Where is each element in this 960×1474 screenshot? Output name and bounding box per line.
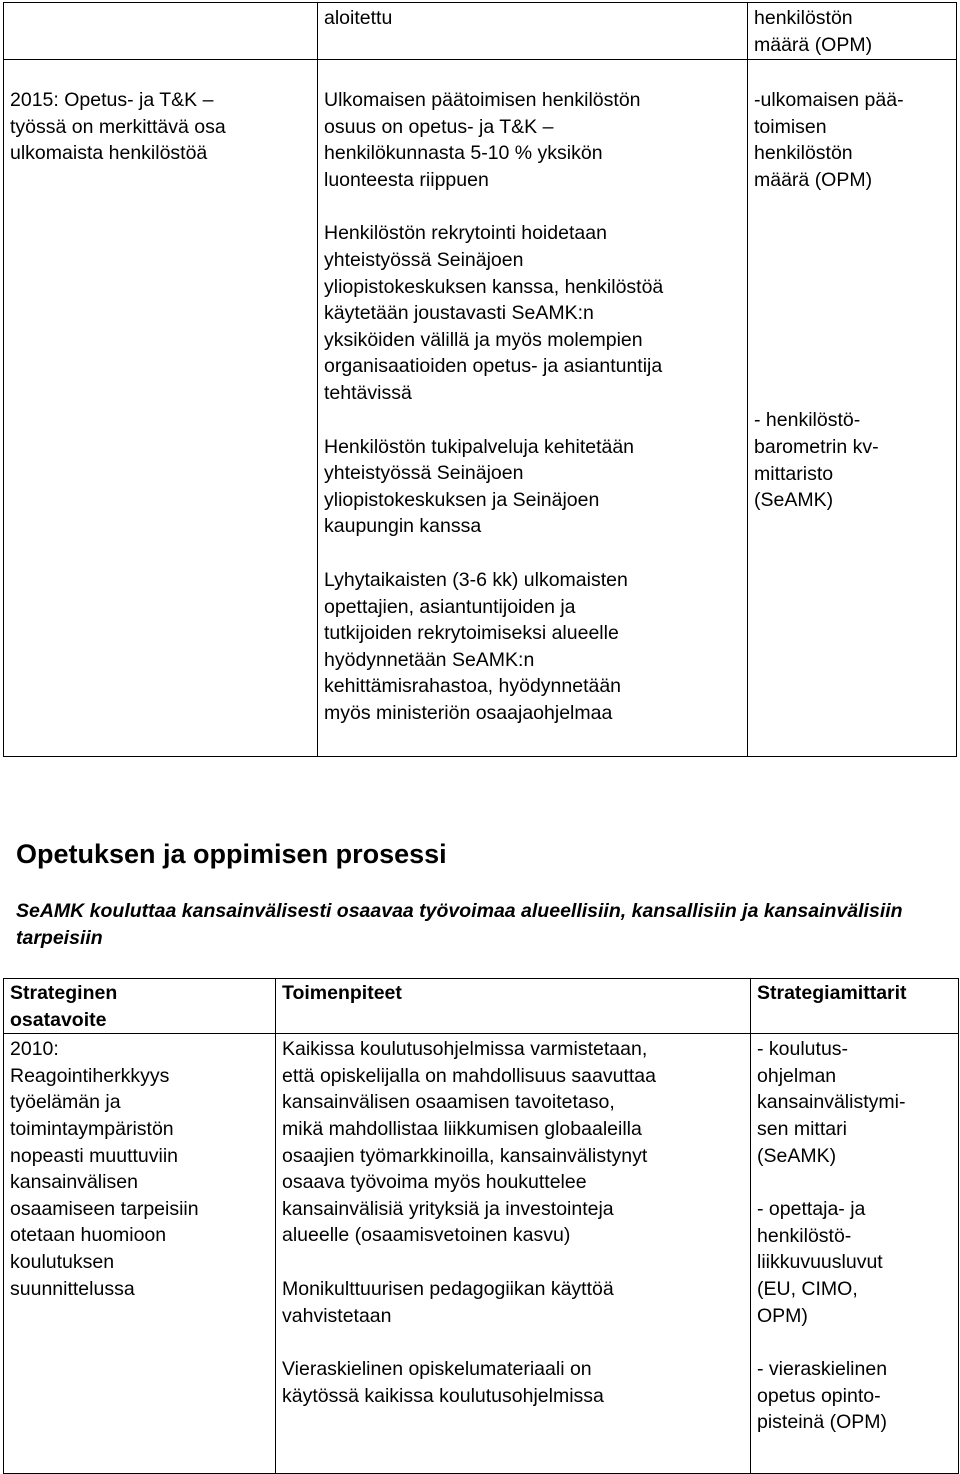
table-header-row xyxy=(4,979,959,1034)
metric-text: - vieraskielinen opetus opinto- pisteinä (OPM) xyxy=(757,1358,888,1434)
column-header: Strategiamittarit xyxy=(757,982,907,1004)
strategic-goal-text: 2015: Opetus- ja T&K – työssä on merkittävä osa ulkomaista henkilöstöä xyxy=(10,89,226,165)
action-text: Henkilöstön rekrytointi hoidetaan yhteistyössä Seinäjoen yliopistokeskuksen kanssa, henkilöstöä käytetään joustavasti SeAMK:n yksiköiden välillä ja myös molempien organisaatioiden opetus- ja asiantuntija tehtävissä xyxy=(324,222,664,404)
goal-cell xyxy=(4,1034,276,1474)
lower-strategy-table xyxy=(3,978,959,1474)
column-header: Toimenpiteet xyxy=(282,982,402,1004)
metric-text: - henkilöstö- barometrin kv- mittaristo (SeAMK) xyxy=(754,409,879,512)
metrics-cell xyxy=(748,60,957,757)
table-row xyxy=(4,3,957,60)
section-subtitle: SeAMK kouluttaa kansainvälisesti osaavaa työvoimaa alueellisiin, kansallisiin ja kansainvälisiin tarpeisiin xyxy=(16,900,903,949)
header-status-text: aloitettu xyxy=(324,7,393,29)
upper-strategy-table xyxy=(3,2,957,757)
column-header: Strateginen osatavoite xyxy=(10,982,118,1031)
action-text: Vieraskielinen opiskelumateriaali on käytössä kaikissa koulutusohjelmissa xyxy=(282,1358,604,1407)
metric-text: - koulutus- ohjelman kansainvälistymi- sen mittari (SeAMK) xyxy=(757,1038,906,1167)
action-text: Ulkomaisen päätoimisen henkilöstön osuus on opetus- ja T&K – henkilökunnasta 5-10 % yksikön luonteesta riippuen xyxy=(324,89,641,191)
table-row xyxy=(4,60,957,757)
header-metric-text: henkilöstön määrä (OPM) xyxy=(754,7,873,56)
metrics-cell xyxy=(751,1034,959,1474)
strategic-goal-text: 2010: Reagointiherkkyys työelämän ja toimintaympäristön nopeasti muuttuviin kansainvälisen osaamiseen tarpeisiin otetaan huomioon koulutuksen suunnittelussa xyxy=(10,1038,199,1300)
metric-text: -ulkomaisen pää- toimisen henkilöstön määrä (OPM) xyxy=(754,89,904,191)
table-header-cell xyxy=(751,979,959,1034)
table-header-cell xyxy=(4,979,276,1034)
actions-cell xyxy=(318,60,748,757)
action-text: Henkilöstön tukipalveluja kehitetään yhteistyössä Seinäjoen yliopistokeskuksen ja Seinäjoen kaupungin kanssa xyxy=(324,435,635,538)
table-cell xyxy=(748,3,957,60)
section-heading: Opetuksen ja oppimisen prosessi xyxy=(16,839,447,869)
goal-cell xyxy=(4,60,318,757)
action-text: Kaikissa koulutusohjelmissa varmistetaan, että opiskelijalla on mahdollisuus saavuttaa kansainvälisen osaamisen tavoitetaso, mikä mahdollistaa liikkumisen globaaleilla osaajien työmarkkinoilla, kansainvälistynyt osaava työvoima myös houkuttelee kansainvälisiä yrityksiä ja investointeja alueelle (osaamisvetoinen kasvu) xyxy=(282,1038,656,1247)
action-text: Lyhytaikaisten (3-6 kk) ulkomaisten opettajien, asiantuntijoiden ja tutkijoiden rekrytoimiseksi alueelle hyödynnetään SeAMK:n kehittämisrahastoa, hyödynnetään myös ministeriön osaajaohjelmaa xyxy=(324,568,628,724)
action-text: Monikulttuurisen pedagogiikan käyttöä vahvistetaan xyxy=(282,1277,614,1327)
metric-text: - opettaja- ja henkilöstö- liikkuvuusluvut (EU, CIMO, OPM) xyxy=(757,1198,883,1327)
actions-cell xyxy=(276,1034,751,1474)
table-cell xyxy=(4,3,318,60)
table-header-cell xyxy=(276,979,751,1034)
table-row xyxy=(4,1034,959,1474)
table-cell xyxy=(318,3,748,60)
